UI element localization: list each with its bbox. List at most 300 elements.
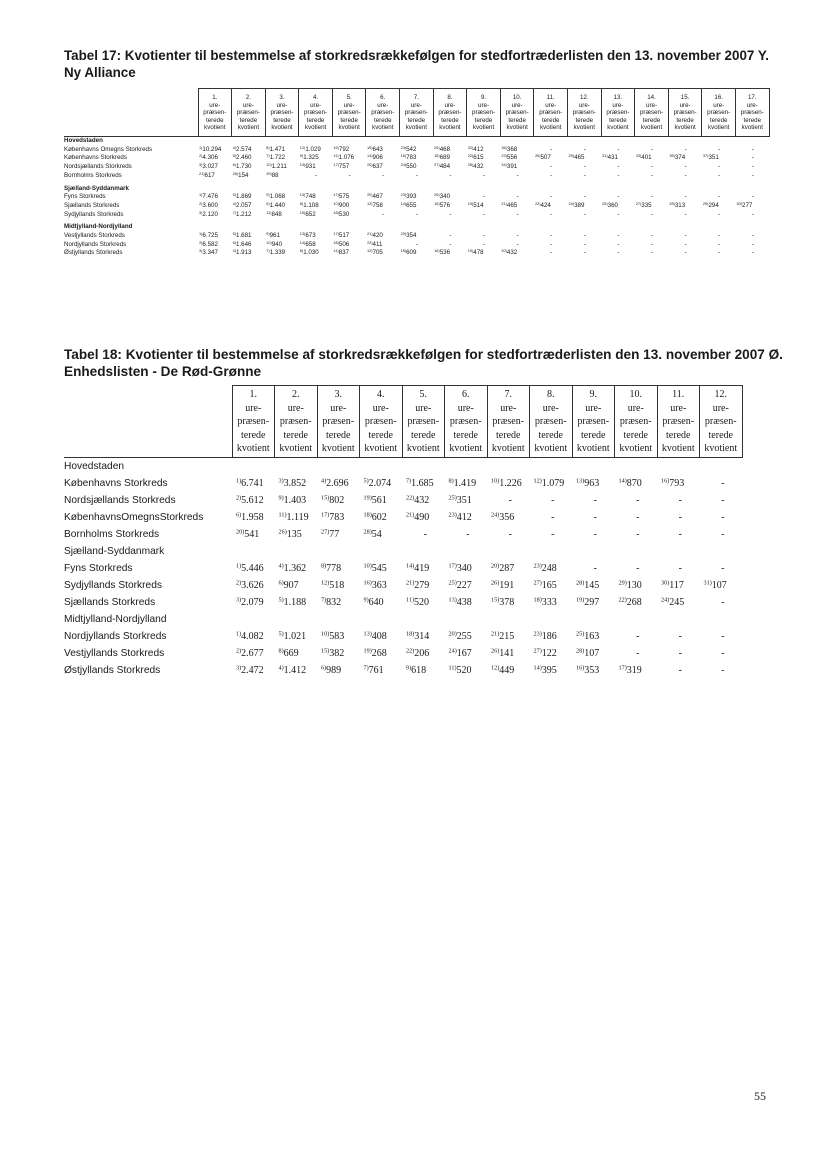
rank-superscript: 6) [321,664,327,672]
quotient-cell [232,249,266,258]
column-header [400,89,434,137]
quotient-cell [265,172,299,181]
column-header-line: terede [453,429,478,441]
quotient-value: 412 [473,145,484,153]
quotient-cell [299,211,333,220]
empty-dash: - [650,163,654,171]
quotient-cell [360,645,403,662]
quotient-cell [360,475,403,492]
quotient-cell [534,241,568,250]
quotient-cell [232,509,275,526]
table17-caption: Tabel 17: Kvotienter til bestemmelse af storkredsrækkefølgen for stedfortræderlisten den 13. november 2007 Y. Ny Alliance [64,48,769,80]
rank-superscript: 6) [232,163,236,167]
empty-dash: - [551,529,555,540]
empty-dash: - [636,495,640,506]
column-header-line: terede [581,429,606,441]
quotient-cell [572,628,615,645]
quotient-value: 191 [499,580,515,591]
quotient-cell [232,211,266,220]
rank-superscript: 17) [618,664,627,672]
quotient-cell [736,232,770,241]
column-header-line: præsen- [438,109,462,117]
empty-dash: - [449,171,452,179]
quotient-cell [635,193,669,202]
column-header-line: kvotient [338,124,360,132]
quotient-value: 391 [506,163,518,171]
column-header [668,89,702,137]
column-header-line: terede [241,429,266,441]
empty-dash: - [684,210,687,218]
rank-superscript: 16) [434,201,440,206]
rank-superscript: 1) [199,193,203,198]
empty-dash: - [466,529,470,540]
quotient-cell [360,492,403,509]
rank-superscript: 13) [576,477,585,485]
rank-superscript: 3) [236,596,242,604]
quotient-cell [530,526,573,543]
quotient-value: 1.030 [303,249,319,257]
column-header-line: præsen- [237,416,270,428]
quotient-value: 792 [338,145,350,153]
rank-superscript: 10) [491,477,500,485]
quotient-value: 411 [372,240,383,248]
empty-dash: - [751,240,754,248]
quotient-value: 931 [305,163,316,171]
column-header [615,386,658,458]
rank-superscript: 17) [321,511,330,519]
quotient-cell [601,211,635,220]
column-header-line: 15. [680,94,690,102]
rank-superscript: 14) [400,201,407,206]
column-header-line: kvotient [405,124,428,132]
rank-superscript: 31) [602,154,608,159]
quotient-cell [615,645,658,662]
rank-superscript: 6) [278,579,284,587]
column-header [657,386,700,458]
empty-dash: - [751,193,754,201]
column-header-line: præsen- [337,109,361,117]
rank-superscript: 3) [236,664,242,672]
rank-superscript: 18) [434,154,440,159]
quotient-cell [402,475,445,492]
column-header-line: 1. [212,94,218,102]
table18 [64,385,743,679]
empty-dash: - [718,249,721,257]
table-row [64,509,742,526]
column-header-line: terede [283,429,308,441]
quotient-cell [445,475,488,492]
column-header-line: præsen- [492,416,525,428]
quotient-cell [668,211,702,220]
quotient-value: 374 [674,154,686,162]
column-header [360,386,403,458]
quotient-value: 652 [305,210,316,218]
rank-superscript: 35) [669,154,675,159]
quotient-cell [275,526,318,543]
quotient-value: 368 [506,145,518,153]
quotient-cell [568,232,602,241]
column-header-line: præsen- [270,109,294,117]
quotient-cell [467,154,501,163]
quotient-cell [317,509,360,526]
quotient-cell [601,249,635,258]
rank-superscript: 25) [576,630,585,638]
column-header-line: ure- [612,101,624,109]
quotient-cell [232,594,275,611]
rank-superscript: 8) [278,647,284,655]
empty-dash: - [516,210,519,218]
quotient-value: 449 [499,665,515,676]
quotient-cell [433,146,467,155]
region-row [64,223,769,232]
quotient-value: 135 [286,529,302,540]
column-header-line: præsen- [407,416,440,428]
quotient-cell [317,475,360,492]
quotient-cell [702,172,736,181]
quotient-cell [198,211,232,220]
quotient-value: 3.027 [202,163,218,171]
quotient-cell [657,526,700,543]
quotient-cell [232,232,266,241]
quotient-value: 518 [329,580,345,591]
quotient-cell [572,594,615,611]
quotient-value: 122 [541,648,557,659]
rank-superscript: 18) [363,511,372,519]
rank-superscript: 28) [467,163,474,167]
quotient-cell [615,662,658,679]
quotient-cell [366,211,400,220]
column-header-line: ure- [713,101,725,109]
table-row [64,577,742,594]
empty-dash: - [684,249,687,257]
quotient-value: 900 [338,201,350,209]
quotient-cell [232,645,275,662]
column-header-line: kvotient [506,124,528,132]
rank-superscript: 29) [618,579,627,587]
column-header-line: præsen- [404,109,428,117]
quotient-value: 530 [338,210,350,218]
rank-superscript: 2) [199,201,203,206]
quotient-value: 2.472 [241,665,264,676]
rank-superscript: 1) [236,477,242,485]
column-header-line: kvotient [741,124,763,132]
quotient-cell [275,628,318,645]
header-corner [64,89,198,137]
rank-superscript: 19) [467,249,474,254]
quotient-value: 2.574 [236,145,252,153]
quotient-value: 107 [711,580,727,591]
quotient-cell [702,241,736,250]
quotient-value: 907 [283,580,299,591]
quotient-cell [366,193,400,202]
column-header-line: kvotient [708,124,730,132]
quotient-cell [657,645,700,662]
quotient-value: 294 [708,201,719,209]
empty-dash: - [593,529,597,540]
quotient-value: 758 [372,201,383,209]
column-header-line: ure- [457,402,474,414]
quotient-value: 609 [406,249,417,257]
rank-superscript: 27) [321,528,330,536]
quotient-cell [332,146,366,155]
rank-superscript: 32) [467,145,474,150]
empty-dash: - [583,240,586,248]
quotient-value: 468 [439,145,451,153]
column-header-line: 9. [480,94,487,102]
column-header [198,89,232,137]
rank-superscript: 21) [406,511,415,519]
quotient-value: 107 [584,648,600,659]
empty-dash: - [650,232,654,240]
rank-superscript: 3) [199,163,203,167]
quotient-cell [615,475,658,492]
quotient-cell [317,594,360,611]
quotient-cell [232,172,266,181]
quotient-value: 669 [283,648,299,659]
column-header-line: præsen- [707,109,731,117]
quotient-cell [198,154,232,163]
rank-superscript: 15) [321,494,330,502]
rank-superscript: 13) [448,596,457,604]
table17 [64,88,770,258]
quotient-cell [534,154,568,163]
quotient-value: 141 [499,648,515,659]
quotient-value: 778 [326,563,342,574]
quotient-cell [530,594,573,611]
column-header [702,89,736,137]
table-row [64,492,742,509]
column-header-line: terede [239,116,258,124]
empty-dash: - [516,232,519,240]
rank-superscript: 8) [266,145,270,150]
column-header-line: 10. [629,389,642,401]
quotient-cell [467,241,501,250]
table-row [64,526,742,543]
quotient-cell [198,202,232,211]
column-header-line: 5. [346,94,352,102]
quotient-cell [275,577,318,594]
empty-dash: - [415,240,418,248]
column-header [445,386,488,458]
empty-dash: - [718,163,721,171]
quotient-cell [360,577,403,594]
empty-dash: - [551,495,555,506]
storkreds-name: Københavns Omegns Storkreds [64,145,153,153]
empty-dash: - [550,171,553,179]
rank-superscript: 23) [533,630,542,638]
column-header-line: præsen- [472,109,496,117]
storkreds-name: Københavns Storkreds [64,478,168,489]
quotient-value: 1.685 [411,478,434,489]
empty-dash: - [483,240,486,248]
quotient-cell [700,509,743,526]
quotient-value: 279 [414,580,430,591]
quotient-cell [402,577,445,594]
quotient-value: 432 [414,495,430,506]
quotient-cell [265,193,299,202]
rank-superscript: 12) [366,249,373,254]
region-row [64,543,742,560]
storkreds-name: Nordjyllands Storkreds [64,240,127,248]
quotient-value: 583 [329,631,345,642]
empty-dash: - [550,249,553,257]
storkreds-name: Sjællands Storkreds [64,201,120,209]
quotient-value: 989 [326,665,342,676]
quotient-cell [332,249,366,258]
empty-dash: - [650,210,654,218]
quotient-cell [402,526,445,543]
column-header-line: 9. [589,389,597,401]
column-header-line: ure- [410,101,422,109]
column-header [572,386,615,458]
rank-superscript: 4) [278,562,284,570]
quotient-cell [700,628,743,645]
quotient-cell [400,172,434,181]
quotient-cell [657,628,700,645]
quotient-cell [700,645,743,662]
rank-superscript: 5) [232,193,236,198]
empty-dash: - [382,171,385,179]
quotient-cell [668,232,702,241]
rank-superscript: 21) [199,171,205,176]
rank-superscript: 24) [491,511,500,519]
quotient-cell [275,662,318,679]
quotient-cell [433,202,467,211]
region-heading: Midtjylland-Nordjylland [64,223,133,231]
quotient-value: 3.626 [241,580,264,591]
quotient-cell [601,232,635,241]
column-header-line: terede [709,116,728,124]
rank-superscript: 23) [533,562,542,570]
column-header-line: ure- [242,101,254,109]
quotient-value: 4.082 [241,631,264,642]
rank-superscript: 8) [448,477,454,485]
rank-superscript: 16) [434,249,440,254]
quotient-value: 227 [456,580,472,591]
rank-superscript: 17) [333,232,339,236]
column-header-line: kvotient [619,443,653,455]
quotient-cell [615,509,658,526]
rank-superscript: 21) [406,579,415,587]
quotient-cell [700,662,743,679]
column-header [265,89,299,137]
empty-dash: - [516,240,519,248]
quotient-cell [366,154,400,163]
empty-dash: - [593,495,597,506]
quotient-value: 77 [329,529,340,540]
column-header-line: 8. [447,94,453,102]
column-header-line: kvotient [576,443,610,455]
column-header-line: kvotient [661,443,695,455]
quotient-cell [668,202,702,211]
quotient-cell [487,628,530,645]
quotient-cell [400,211,434,220]
empty-dash: - [516,171,519,179]
quotient-cell [360,509,403,526]
quotient-cell [400,202,434,211]
quotient-value: 520 [414,597,430,608]
quotient-value: 1.076 [338,154,355,162]
column-header-line: præsen- [279,416,312,428]
quotient-cell [232,154,266,163]
column-header-line: 7. [413,94,419,102]
quotient-cell [232,193,266,202]
storkreds-name: Fyns Storkreds [64,193,106,201]
empty-dash: - [348,171,351,179]
quotient-value: 7.476 [202,193,218,201]
quotient-value: 206 [414,648,430,659]
quotient-cell [736,172,770,181]
rank-superscript: 9) [278,494,284,502]
quotient-value: 297 [584,597,600,608]
quotient-cell [702,211,736,220]
quotient-cell [601,163,635,172]
empty-dash: - [508,529,512,540]
quotient-value: 1.958 [241,512,264,523]
quotient-value: 255 [456,631,472,642]
empty-dash: - [718,240,721,248]
quotient-value: 520 [456,665,472,676]
column-header [299,89,333,137]
empty-dash: - [650,171,654,179]
rank-superscript: 13) [299,232,306,236]
quotient-value: 1.339 [269,249,286,257]
empty-dash: - [315,171,318,179]
rank-superscript: 19) [366,145,373,150]
quotient-value: 556 [506,154,518,162]
empty-dash: - [718,210,721,218]
quotient-cell [232,492,275,509]
quotient-cell [568,249,602,258]
quotient-cell [232,560,275,577]
empty-dash: - [617,210,620,218]
quotient-value: 154 [238,171,249,179]
column-header-line: terede [306,116,325,124]
rank-superscript: 28) [363,528,372,536]
empty-dash: - [684,232,687,240]
column-header-line: kvotient [439,124,461,132]
rank-superscript: 16) [363,579,372,587]
rank-superscript: 26) [232,171,239,176]
quotient-cell [635,232,669,241]
rank-superscript: 11) [333,249,339,254]
rank-superscript: 37) [702,154,709,159]
column-header-line: kvotient [236,443,270,455]
quotient-cell [568,172,602,181]
empty-dash: - [583,210,586,218]
rank-superscript: 20) [491,562,500,570]
rank-superscript: 5) [232,232,236,236]
rank-superscript: 11) [278,511,287,519]
column-header [317,386,360,458]
quotient-value: 506 [338,240,350,248]
rank-superscript: 20) [448,630,457,638]
rank-superscript: 27) [635,201,642,206]
storkreds-name: Københavns Storkreds [64,154,127,162]
empty-dash: - [678,512,682,523]
empty-dash: - [650,193,654,201]
quotient-cell [700,475,743,492]
quotient-cell [299,172,333,181]
column-header-line: ure- [343,101,355,109]
quotient-cell [700,594,743,611]
quotient-cell [500,193,534,202]
column-header-line: kvotient [372,124,394,132]
quotient-value: 802 [329,495,345,506]
quotient-cell [668,146,702,155]
empty-dash: - [636,631,640,642]
empty-dash: - [650,145,654,153]
